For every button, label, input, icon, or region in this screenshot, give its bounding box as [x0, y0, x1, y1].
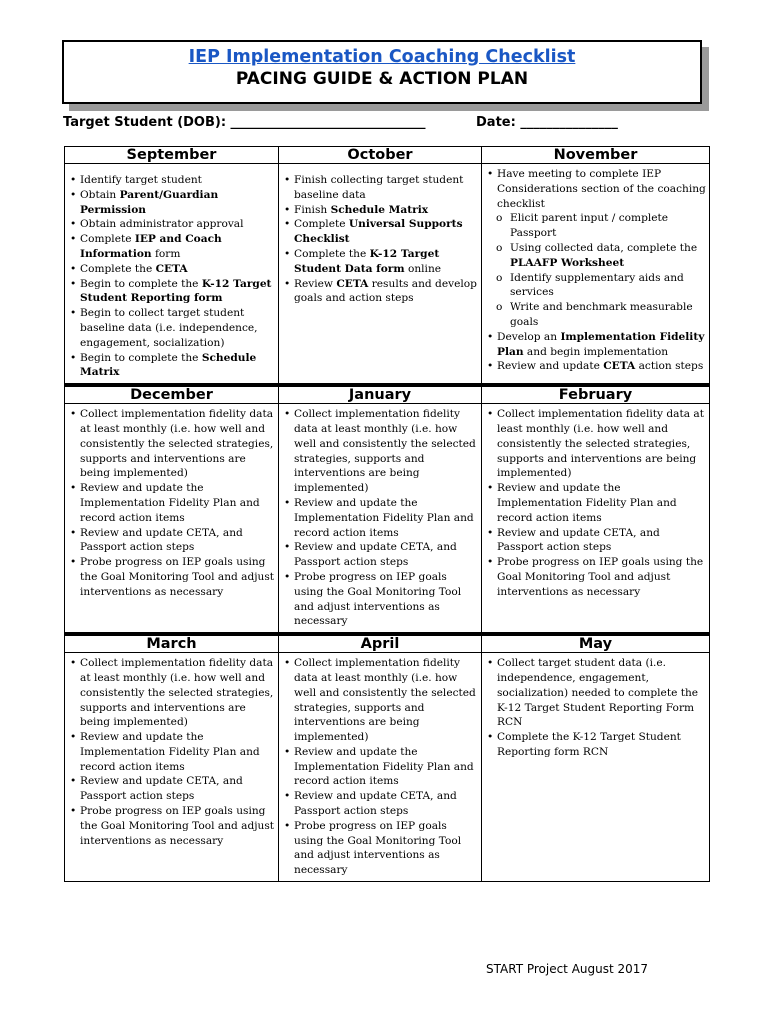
action-subitem: o Write and benchmark measurable goals: [486, 300, 706, 330]
bold-term: CETA: [155, 262, 188, 275]
action-item: • Develop an Implementation Fidelity Plan and begin implementation: [486, 330, 706, 360]
month-cell-december: [65, 404, 279, 634]
action-item: • Review and update the Implementation Fidelity Plan and record action items: [283, 745, 478, 789]
month-header-may: May: [482, 634, 710, 653]
action-item: • Review and update CETA, and Passport action steps: [283, 789, 478, 819]
action-item: • Begin to collect target student baseline data (i.e. independence, engagement, socialization): [69, 306, 275, 350]
bold-term: PLAAFP Worksheet: [510, 256, 625, 269]
action-item: • Probe progress on IEP goals using the Goal Monitoring Tool and adjust interventions as necessary: [69, 555, 275, 599]
action-item: • Review CETA results and develop goals and action steps: [283, 277, 478, 307]
action-list: [69, 407, 275, 599]
month-header-february: February: [482, 385, 710, 404]
action-item: • Have meeting to complete IEP Considerations section of the coaching checklist: [486, 167, 706, 211]
action-item: • Collect implementation fidelity data at least monthly (i.e. how well and consistently the selected strategies, supports and interventions are being implemented): [69, 656, 275, 730]
month-header-december: December: [65, 385, 279, 404]
action-list: [486, 167, 706, 374]
bold-term: Schedule Matrix: [80, 351, 257, 379]
action-item: • Review and update CETA, and Passport action steps: [283, 540, 478, 570]
month-header-october: October: [279, 147, 482, 164]
action-list: [486, 656, 706, 760]
action-item: • Finish collecting target student baseline data: [283, 173, 478, 203]
date-field[interactable]: Date: _______________: [476, 115, 618, 130]
action-item: • Identify target student: [69, 173, 275, 188]
title-box: [62, 40, 702, 104]
month-cell-september: [65, 164, 279, 386]
bold-term: Implementation Fidelity Plan: [497, 330, 705, 358]
action-item: • Review and update the Implementation Fidelity Plan and record action items: [283, 496, 478, 540]
document-subtitle: PACING GUIDE & ACTION PLAN: [235, 69, 529, 89]
action-item: • Begin to complete the Schedule Matrix: [69, 351, 275, 381]
month-cell-april: [279, 653, 482, 882]
action-item: • Review and update CETA, and Passport action steps: [69, 774, 275, 804]
bold-term: Schedule Matrix: [330, 203, 429, 216]
action-item: • Review and update the Implementation Fidelity Plan and record action items: [69, 730, 275, 774]
action-item: • Begin to complete the K-12 Target Student Reporting form: [69, 277, 275, 307]
action-item: • Review and update the Implementation Fidelity Plan and record action items: [486, 481, 706, 525]
action-item: • Probe progress on IEP goals using the Goal Monitoring Tool and adjust interventions as necessary: [283, 570, 478, 629]
action-item: • Obtain administrator approval: [69, 217, 275, 232]
action-item: • Obtain Parent/Guardian Permission: [69, 188, 275, 218]
action-item: • Review and update CETA action steps: [486, 359, 706, 374]
action-list: [69, 656, 275, 848]
action-subitem: o Using collected data, complete the PLAAFP Worksheet: [486, 241, 706, 271]
action-item: • Probe progress on IEP goals using the Goal Monitoring Tool and adjust interventions as necessary: [69, 804, 275, 848]
month-header-november: November: [482, 147, 710, 164]
action-subitem: o Elicit parent input / complete Passport: [486, 211, 706, 241]
action-list: [283, 656, 478, 878]
action-item: • Review and update the Implementation Fidelity Plan and record action items: [69, 481, 275, 525]
bold-term: IEP and Coach Information: [80, 233, 222, 260]
action-item: • Probe progress on IEP goals using the Goal Monitoring Tool and adjust interventions as necessary: [486, 555, 706, 599]
action-item: • Complete the K-12 Target Student Data form online: [283, 247, 478, 277]
action-item: • Complete the CETA: [69, 262, 275, 277]
month-cell-february: [482, 404, 710, 634]
bold-term: K-12 Target Student Reporting form: [80, 277, 272, 305]
action-list: [283, 173, 478, 306]
target-student-field[interactable]: Target Student (DOB): ______________________________: [63, 115, 426, 130]
bold-term: CETA: [336, 277, 369, 290]
action-item: • Collect implementation fidelity data at least monthly (i.e. how well and consistently the selected strategies, supports and interventions are being implemented): [69, 407, 275, 481]
month-cell-october: [279, 164, 482, 386]
bold-term: K-12 Target Student Data form: [294, 247, 440, 275]
action-list: [283, 407, 478, 629]
month-cell-november: [482, 164, 710, 386]
pacing-grid: [64, 146, 710, 882]
month-header-april: April: [279, 634, 482, 653]
action-item: • Finish Schedule Matrix: [283, 203, 478, 218]
bold-term: CETA: [603, 360, 636, 373]
action-item: • Collect implementation fidelity data at least monthly (i.e. how well and consistently the selected strategies, supports and interventions are being implemented): [486, 407, 706, 481]
month-header-march: March: [65, 634, 279, 653]
action-list: [69, 173, 275, 380]
month-header-january: January: [279, 385, 482, 404]
month-header-september: September: [65, 147, 279, 164]
document-title-link[interactable]: IEP Implementation Coaching Checklist: [188, 47, 576, 67]
footer-text: START Project August 2017: [486, 962, 649, 976]
action-item: • Review and update CETA, and Passport action steps: [69, 526, 275, 556]
month-cell-may: [482, 653, 710, 882]
action-item: • Collect target student data (i.e. independence, engagement, socialization) needed to complete the K-12 Target Student Reporting Form RCN: [486, 656, 706, 730]
month-cell-march: [65, 653, 279, 882]
action-list: [486, 407, 706, 599]
action-item: • Collect implementation fidelity data at least monthly (i.e. how well and consistently the selected strategies, supports and interventions are being implemented): [283, 407, 478, 496]
action-subitem: o Identify supplementary aids and services: [486, 271, 706, 301]
action-item: • Probe progress on IEP goals using the Goal Monitoring Tool and adjust interventions as necessary: [283, 819, 478, 878]
action-item: • Collect implementation fidelity data at least monthly (i.e. how well and consistently the selected strategies, supports and interventions are being implemented): [283, 656, 478, 745]
bold-term: Universal Supports Checklist: [294, 218, 463, 246]
month-cell-january: [279, 404, 482, 634]
action-item: • Complete IEP and Coach Information form: [69, 232, 275, 262]
action-item: • Review and update CETA, and Passport action steps: [486, 526, 706, 556]
action-item: • Complete Universal Supports Checklist: [283, 217, 478, 247]
bold-term: Parent/Guardian Permission: [80, 188, 219, 216]
action-item: • Complete the K-12 Target Student Reporting form RCN: [486, 730, 706, 760]
